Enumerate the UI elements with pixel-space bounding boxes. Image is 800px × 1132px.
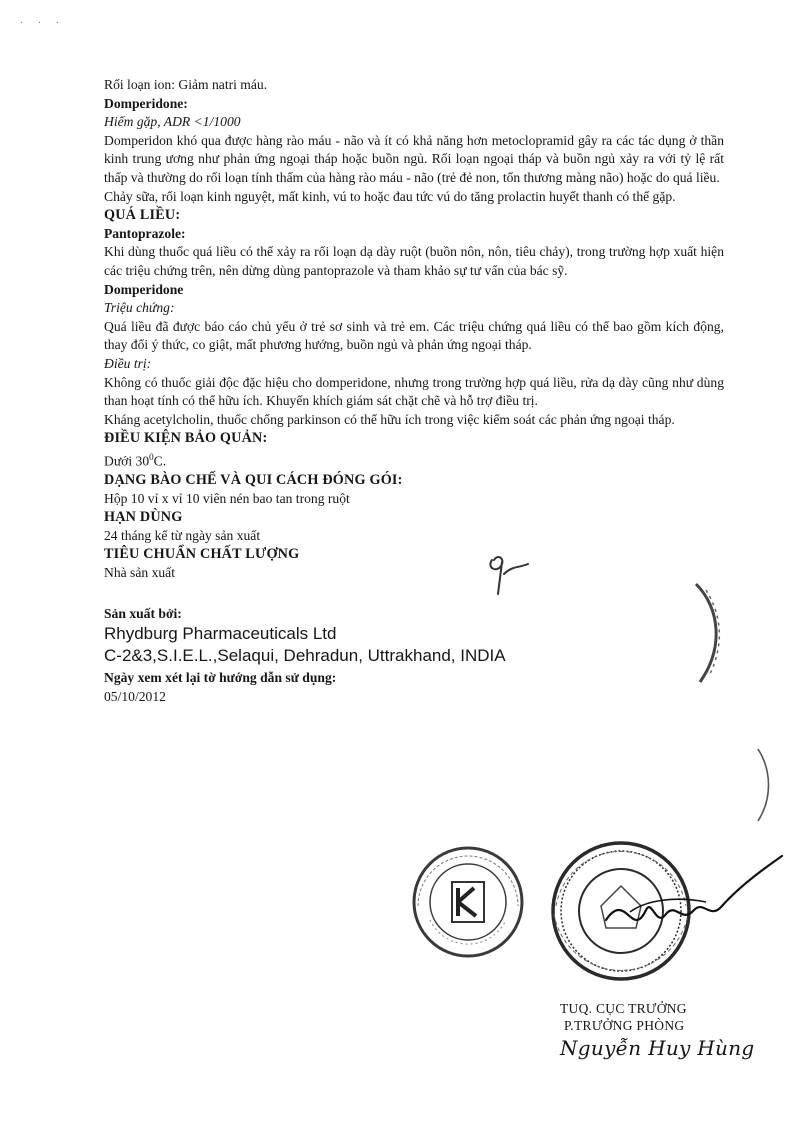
para-domperidone-cns: Domperidon khó qua được hàng rào máu - não và ít có khả năng hơn metoclopramid gây ra các tác dụng ở thần kinh trung ương như phản ứng ngoại tháp hoặc buồn ngủ. Rối loạn ngoại tháp và buồn ngủ xảy ra với tỷ lệ rất thấp và thường do rối loạn tính thấm của hàng rào máu - não (trẻ đẻ non, tổn thương màng não) hoặc do quá liều. xyxy=(104,132,724,185)
leaflet-text xyxy=(104,76,724,706)
para-pantoprazole-overdose: Khi dùng thuốc quá liều có thể xảy ra rối loạn dạ dày ruột (buồn nôn, nôn, tiêu chảy), trong trường hợp xuất hiện các triệu chứng trên, nên dừng dùng pantoprazole và tham khảo sự tư vấn của bác sỹ. xyxy=(104,244,724,278)
line-ion-disorder: Rối loạn ion: Giảm natri máu. xyxy=(104,77,268,92)
signature-title-2: P.TRƯỞNG PHÒNG xyxy=(564,1018,685,1033)
scan-specks: · · · xyxy=(20,18,65,29)
review-date: 05/10/2012 xyxy=(104,688,166,704)
storage-temp xyxy=(104,448,724,471)
storage-temp-value: Dưới 30 xyxy=(104,453,150,469)
label-symptoms: Triệu chứng: xyxy=(104,300,175,316)
signature-block xyxy=(560,1000,770,1060)
shelf-life: 24 tháng kể từ ngày sản xuất xyxy=(104,527,261,543)
para-symptoms: Quá liều đã được báo cáo chủ yếu ở trẻ sơ sinh và trẻ em. Các triệu chứng quá liều có thể bao gồm kích động, thay đổi ý thức, co giật, mất phương hướng, buồn ngủ và phản ứng ngoại tháp. xyxy=(104,318,724,353)
company-stamp xyxy=(408,842,528,962)
handwritten-initial xyxy=(484,548,534,598)
heading-dosage-form: DẠNG BÀO CHẾ VÀ QUI CÁCH ĐÓNG GÓI: xyxy=(104,472,403,488)
manufacturer-name: Rhydburg Pharmaceuticals Ltd xyxy=(104,624,337,644)
manufactured-by-label: Sản xuất bởi: xyxy=(104,605,182,621)
heading-quality-standard: TIÊU CHUẨN CHẤT LƯỢNG xyxy=(104,546,300,563)
signature-scribble xyxy=(586,850,786,950)
heading-domperidone: Domperidone: xyxy=(104,95,188,111)
spacer xyxy=(104,583,724,597)
storage-temp-unit: C. xyxy=(153,453,167,469)
edge-stamp-fragment xyxy=(690,578,730,688)
rare-adr: Hiếm gặp, ADR <1/1000 xyxy=(104,114,241,130)
para-anticholinergic: Kháng acetylcholin, thuốc chống parkinson có thể hữu ích trong việc kiểm soát các phản ứng ngoại tháp. xyxy=(104,411,675,427)
para-prolactin: Chảy sữa, rối loạn kinh nguyệt, mất kinh, vú to hoặc đau tức vú do tăng prolactin huyết thanh có thể gặp. xyxy=(104,188,676,204)
signature-title-1: TUQ. CỤC TRƯỞNG xyxy=(560,1001,687,1016)
heading-storage: ĐIỀU KIỆN BẢO QUẢN: xyxy=(104,430,268,447)
signatory-name: Nguyễn Huy Hùng xyxy=(560,1036,755,1060)
quality-standard: Nhà sản xuất xyxy=(104,564,175,580)
review-date-label: Ngày xem xét lại tờ hướng dẫn sử dụng: xyxy=(104,670,337,686)
edge-mark xyxy=(752,745,782,825)
manufacturer-address: C-2&3,S.I.E.L.,Selaqui, Dehradun, Uttrakhand, INDIA xyxy=(104,646,506,666)
packaging: Hộp 10 vỉ x vỉ 10 viên nén bao tan trong ruột xyxy=(104,490,350,506)
heading-shelf-life: HẠN DÙNG xyxy=(104,509,183,526)
para-treatment: Không có thuốc giải độc đặc hiệu cho domperidone, nhưng trong trường hợp quá liều, rửa dạ dày cũng như dùng than hoạt tính có thể hữu ích. Khuyến khích giám sát chặt chẽ và hỗ trợ điều trị. xyxy=(104,374,724,409)
label-treatment: Điều trị: xyxy=(104,355,152,371)
heading-pantoprazole: Pantoprazole: xyxy=(104,225,186,241)
heading-domperidone-overdose: Domperidone xyxy=(104,281,184,297)
degree-superscript: 0 xyxy=(149,451,154,462)
heading-overdose: QUÁ LIỀU: xyxy=(104,207,181,224)
